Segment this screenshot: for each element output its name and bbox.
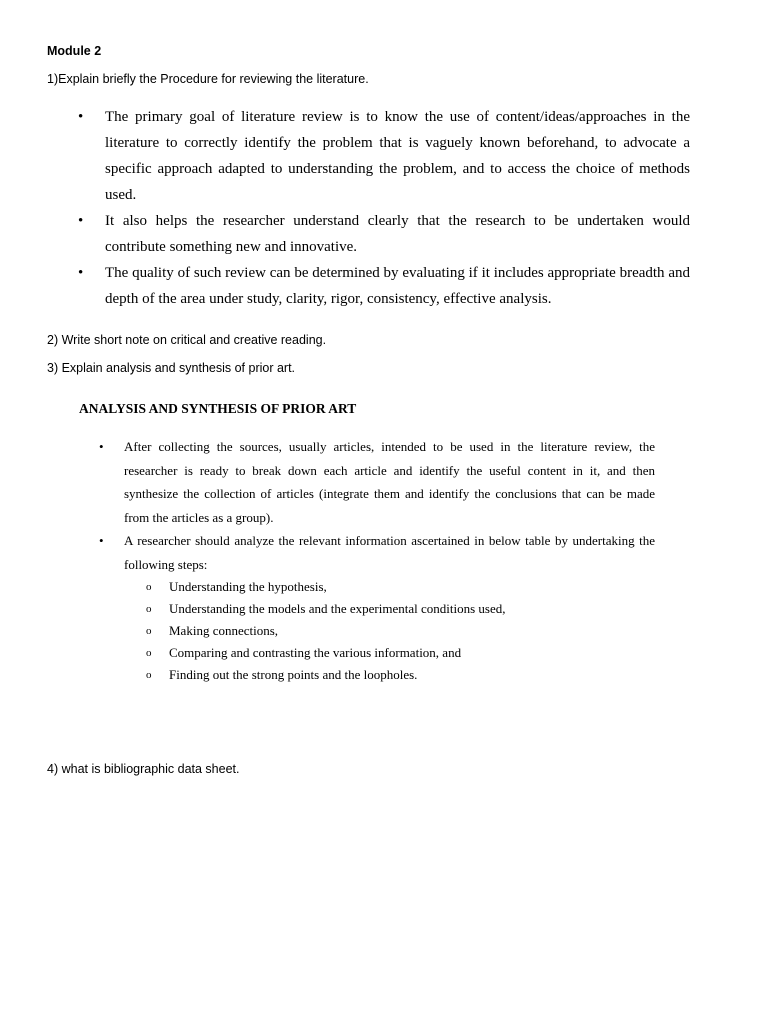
circle-bullet-icon: o — [146, 647, 152, 659]
circle-bullet-icon: o — [146, 669, 152, 681]
question-1: 1)Explain briefly the Procedure for reviewing the literature. — [47, 72, 369, 86]
list-item-text: A researcher should analyze the relevant information ascertained in below table by undertaking the following steps: — [124, 533, 655, 572]
list-item — [78, 260, 690, 312]
circle-bullet-icon: o — [146, 603, 152, 615]
step-text: Finding out the strong points and the loopholes. — [169, 667, 418, 682]
bullet-icon: • — [99, 439, 104, 454]
question-1-answer-list — [78, 104, 690, 312]
question-2: 2) Write short note on critical and creative reading. — [47, 333, 327, 347]
list-item-text: The quality of such review can be determined by evaluating if it includes appropriate breadth and depth of the area under study, clarity, rigor, consistency, effective analysis. — [105, 265, 690, 307]
circle-bullet-icon: o — [146, 625, 152, 637]
list-item-text: The primary goal of literature review is to know the use of content/ideas/approaches in the literature to correctly identify the problem that is vaguely known beforehand, to advocate a specific approach adapted to understanding the problem, and to access the choice of methods used. — [105, 109, 690, 203]
step-item — [146, 664, 655, 686]
bullet-icon: • — [78, 213, 84, 229]
circle-bullet-icon: o — [146, 581, 152, 593]
step-item — [146, 642, 655, 664]
step-text: Understanding the hypothesis, — [169, 579, 327, 594]
bullet-icon: • — [78, 109, 84, 125]
list-item — [99, 435, 655, 529]
step-text: Comparing and contrasting the various information, and — [169, 645, 462, 660]
question-3-answer-list — [99, 435, 655, 686]
module-title: Module 2 — [47, 44, 102, 58]
step-item — [146, 598, 655, 620]
list-item — [78, 208, 690, 260]
step-item — [146, 620, 655, 642]
list-item-text: After collecting the sources, usually articles, intended to be used in the literature review, the researcher is ready to break down each article and identify the useful content in it, and then synthesize the collection of articles (integrate them and identify the conclusions that can be made from the articles as a group). — [124, 439, 655, 525]
section-heading: ANALYSIS AND SYNTHESIS OF PRIOR ART — [79, 401, 357, 416]
list-item — [99, 529, 655, 686]
step-item — [146, 576, 655, 598]
bullet-icon: • — [99, 533, 104, 548]
list-item — [78, 104, 690, 208]
step-text: Making connections, — [169, 623, 279, 638]
step-text: Understanding the models and the experimental conditions used, — [169, 601, 506, 616]
bullet-icon: • — [78, 265, 84, 281]
steps-list — [146, 576, 655, 686]
list-item-text: It also helps the researcher understand clearly that the research to be undertaken would contribute something new and innovative. — [105, 213, 690, 255]
question-3: 3) Explain analysis and synthesis of prior art. — [47, 361, 296, 375]
question-4: 4) what is bibliographic data sheet. — [47, 762, 240, 776]
